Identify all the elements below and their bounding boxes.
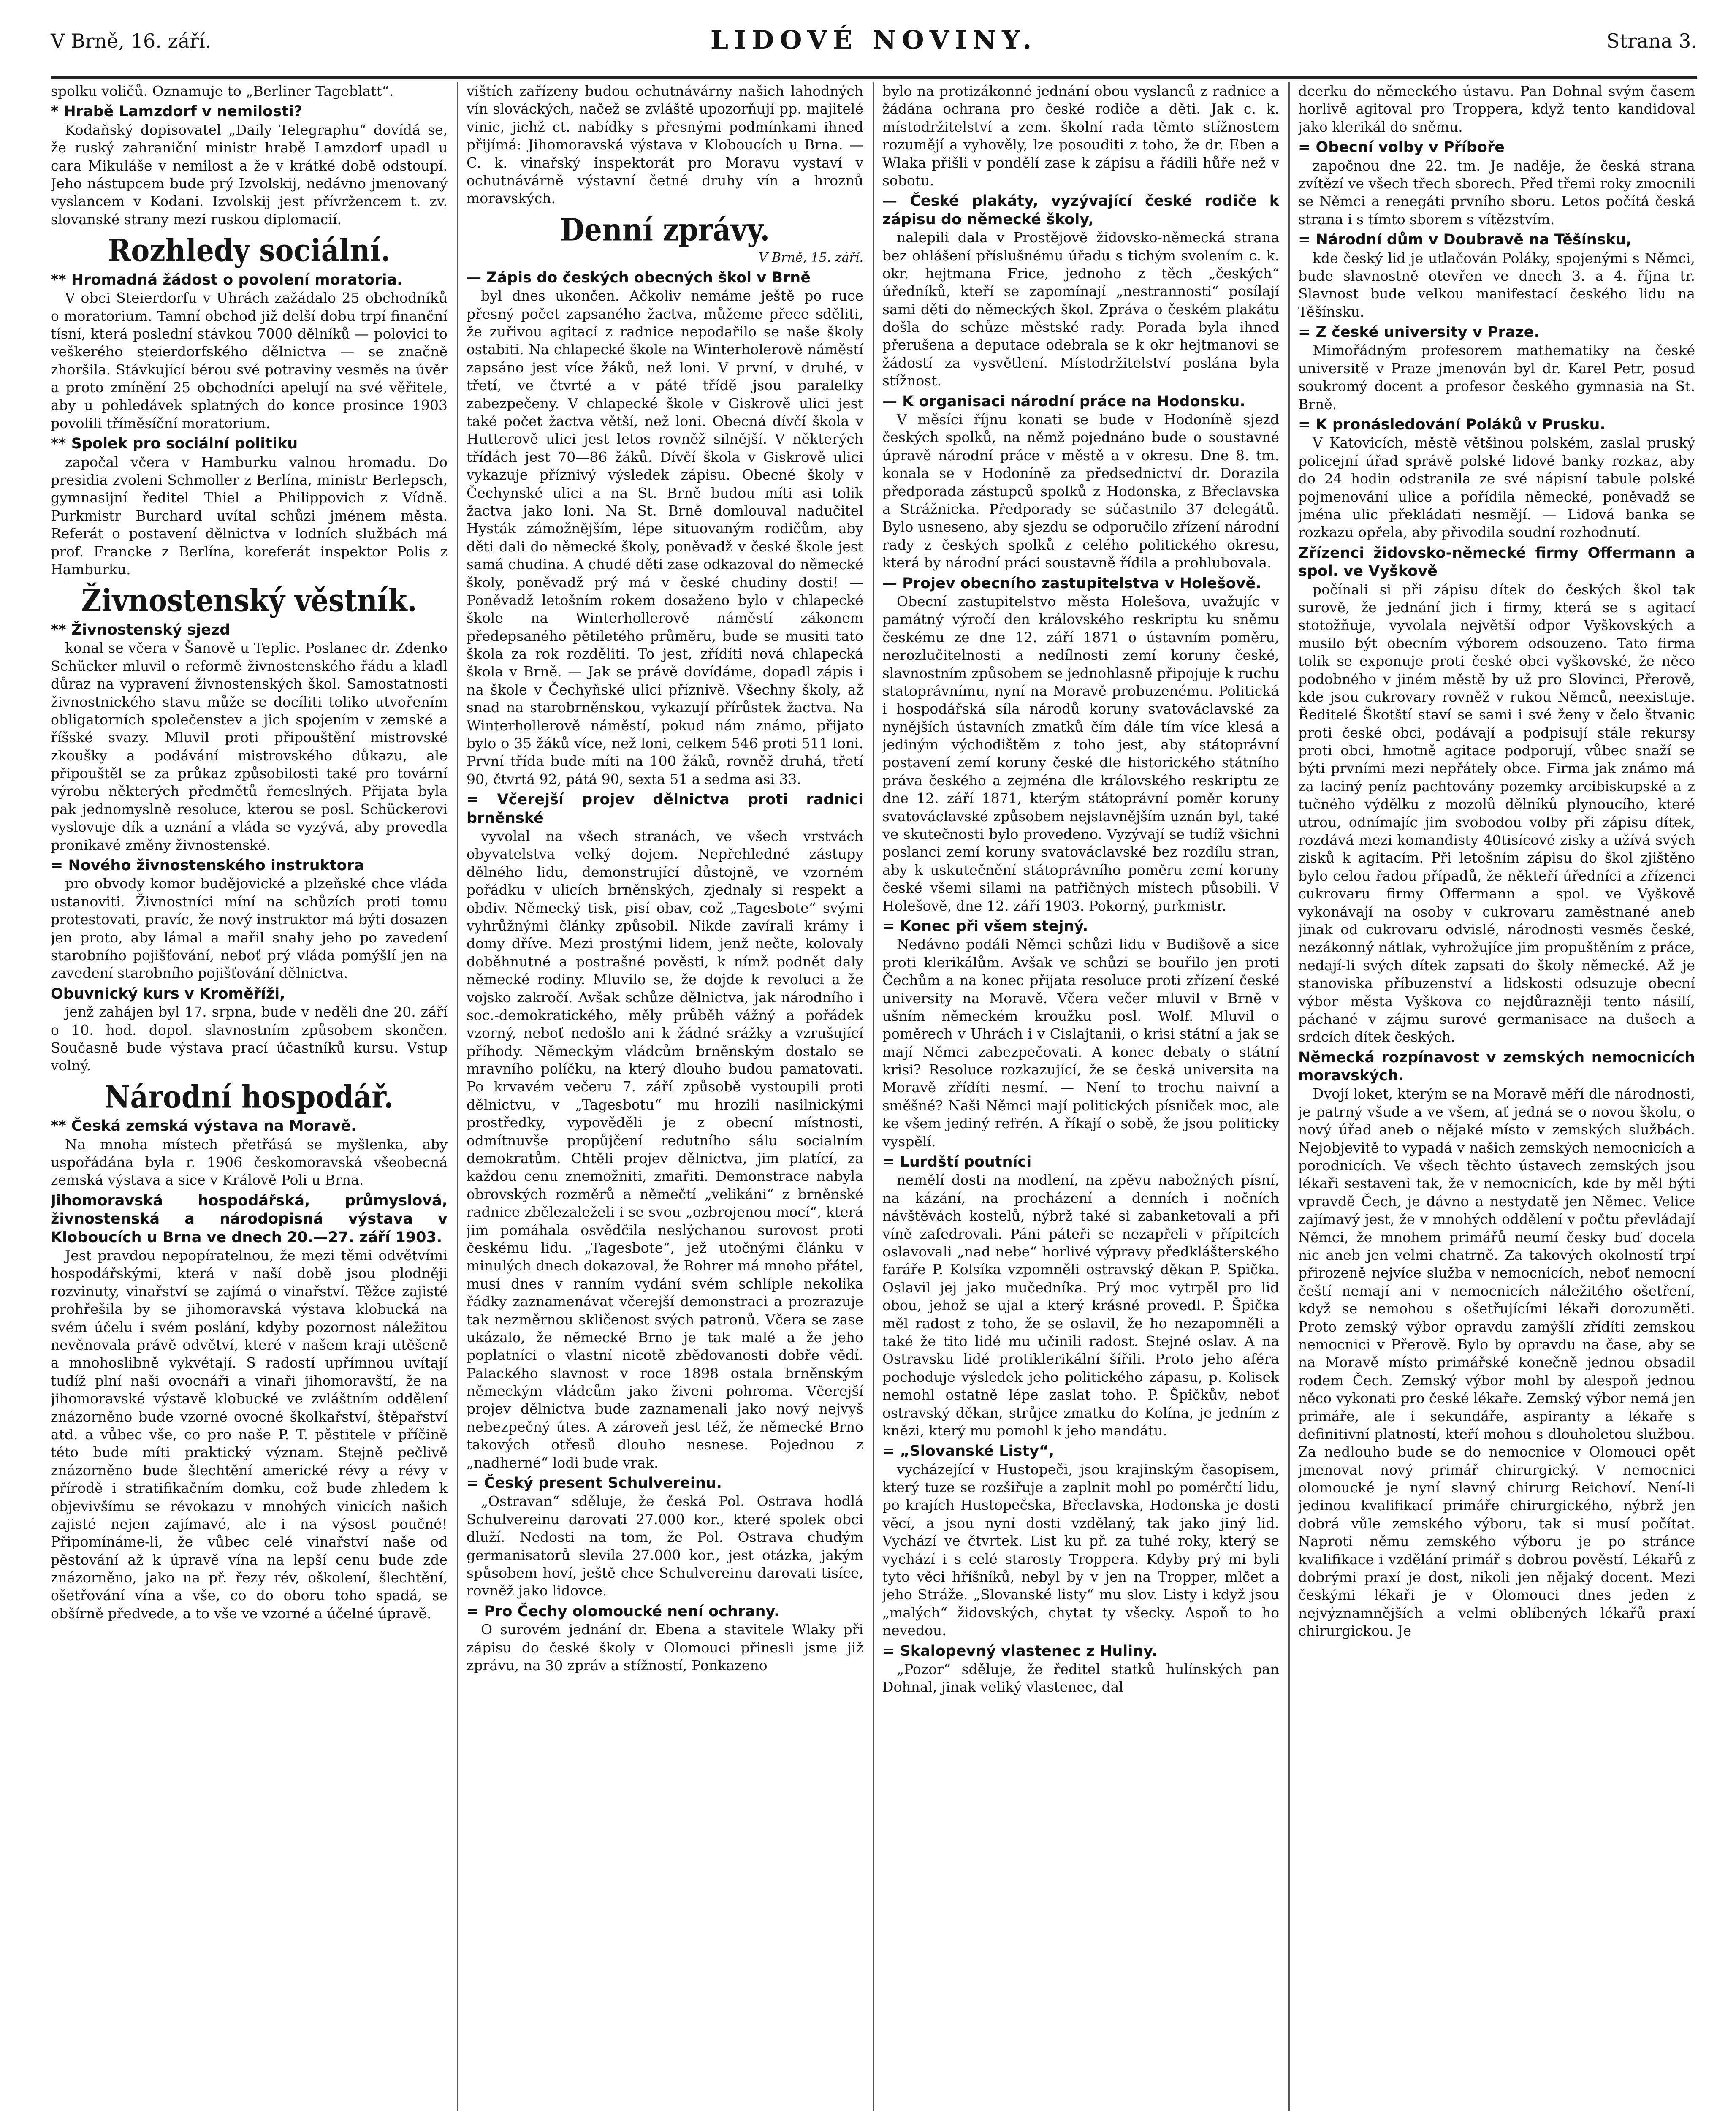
article-text: Obecní zastupitelstvo města Holešova, uvažujíc v památný výročí den královského reskriptu ku sněmu českému ze dne 12. září 1871 o ústavním poměru, nerozlučitelnosti a nedílnosti zemí koruny české, slavnostním způsobem se jednohlasně připojuje k ruchu statoprávnímu, nyní na Moravě probuzenému. Politická i hospodářská síla národů koruny svatováclavské za nynějších ústavních zmatků čím dále tím více klesá a jediným východištěm z toho jest, aby státoprávní postavení zemí koruny české dle historického státního práva českého a zejména dle královského reskriptu ze dne 12. září 1871, kterým státoprávní poměr koruny svatováclavské způsobem nejslavnějším uznán byl, také ve skutečnosti bylo provedeno. Vyzývají se tudíž všichni poslanci zemí koruny svatováclavské bez rozdílu stran, aby k uskutečnění státoprávního poměru zemí koruny české všemi silami na patřičných místech působili. V Holešově, dne 12. září 1903. Pokorný, purkmistr. xyxy=(882,593,1279,914)
article-text: byl dnes ukončen. Ačkoliv nemáme ještě po ruce přesný počet zapsaného žactva, můžeme přece sděliti, že zuřivou agitací z radnice nepodařilo se naše školy ostabiti. Na chlapecké škole na Winterholerově náměstí zapsáno jest více žáků, než loni. V první, v druhé, v třetí, ve čtvrté a v páté třídě jsou paralelky zabezpečeny. V chlapecké škole v Giskrově ulici jest také počet žactva větší, než loni. Obecná dívčí škola v Hutterově ulici jest letos rovněž silnější. V některých třídách jest 70—86 žáků. Dívčí škola v Giskrově ulici vykazuje příznivý výsledek zápisu. Obecné školy v Čechynské ulici a na St. Brně budou míti asi tolik žactva jako loni. Na St. Brně domlouval nadučitel Hysták zámožnějším, lépe situovaným rodičům, aby děti dali do německé školy, poněvadž v české škole jest samá chudina. A chudé děti zase odkazoval do německé školy, poněvadž prý má v české chudiny dosti! — Poněvadž letošním rokem dosaženo bylo v chlapecké škole na Winterhollerově náměstí zákonem předepsaného pětiletého průměru, bude se musiti tato škola za rok rozděliti. To jest, zřídíti nová chlapecká škola v Brně. — Jak se právě dovídáme, dopadl zápis i na škole v Čechyňské ulici příznivě. Všechny školy, až snad na starobrněnskou, vykazují přírůstek žactva. Na Winterhollerově náměstí, pokud nám známo, přijato bylo o 35 žáků více, než loni, celkem 546 proti 511 loni. První třída bude míti na 100 žáků, rovněž druhá, třetí 90, čtvrtá 92, pátá 90, sexta 51 a sedma asi 33. xyxy=(467,288,863,787)
article-text: pro obvody komor budějovické a plzeňské chce vláda ustanoviti. Živnostníci míní na schůzích proti tomu protestovati, pravíc, že nový instruktor má býti dosazen jen proto, aby lámal a mařil snahy jeho po zavedení starobního pojišťování, neboť prý vláda pomýšlí jen na zavedení starobního pojišťování dělnictva. xyxy=(51,875,448,982)
article-text: započal včera v Hamburku valnou hromadu. Do presidia zvoleni Schmoller z Berlína, ministr Berlepsch, gymnasijní ředitel Thiel a Philippovich z Vídně. Purkmistr Burchard uvítal schůzi jménem města. Referát o postavení dělnictva v lodních službách má prof. Francke z Berlína, koreferát inspektor Polis z Hamburku. xyxy=(51,453,448,578)
dateline: V Brně, 15. září. xyxy=(758,250,863,266)
article-continuation: bylo na protizákonné jednání obou vyslanců z radnice a žádána ochrana pro české rodiče a děti. Jak c. k. místodržitelství a zem. školní rada těmto stížnostem rozumějí a vyhověly, lze posouditi z toho, že dr. Eben a Wlaka přišli v pondělí zase k zápisu a řádili hůře než v sobotu. xyxy=(882,83,1279,189)
article-text: Mimořádným profesorem mathematiky na české universitě v Praze jmenován byl dr. Karel Petr, posud soukromý docent a profesor českého gymnasia na St. Brně. xyxy=(1298,342,1695,412)
article-title: — Zápis do českých obecných škol v Brně xyxy=(467,269,811,286)
article-text: kde český lid je utlačován Poláky, spojenými s Němci, bude slavnostně otevřen ve dnech 3. a 4. října tr. Slavnost bude velkou manifestací českého lidu na Těšínsku. xyxy=(1298,250,1695,320)
article-text: Kodaňský dopisovatel „Daily Telegraphu“ dovídá se, že ruský zahraniční ministr hrabě Lamzdorf upadl u cara Mikuláše v nemilost a že v krátké době odstoupí. Jeho nástupcem bude prý Izvolskij, nedávno jmenovaný vyslancem v Kodani. Izvolskij jest přívržencem t. zv. slovanské strany mezi ruskou diplomacií. xyxy=(51,121,448,228)
article-text: započnou dne 22. tm. Je naděje, že česká strana zvítězí ve všech třech sborech. Před třemi roky zmocnili se Němci a renegáti prvního sboru. Letos počítá česká strana i s tímto sborem s vítězstvím. xyxy=(1298,157,1695,228)
section-heading: Živnostenský věstník. xyxy=(81,582,417,619)
article-title: = Z české university v Praze. xyxy=(1298,324,1540,341)
article-title: = Skalopevný vlastenec z Huliny. xyxy=(882,1642,1158,1660)
column-3 xyxy=(882,82,1279,2111)
article-title: = Včerejší projev dělnictva proti radnici brněnské xyxy=(467,791,863,827)
article-text: „Pozor“ sděluje, že ředitel statků hulínských pan Dohnal, jinak veliký vlastenec, dal xyxy=(882,1661,1279,1696)
section-heading: Denní zprávy. xyxy=(560,211,770,248)
article-text: „Ostravan“ sděluje, že česká Pol. Ostrava hodlá Schulvereinu darovati 27.000 kor., které spolek obci dluží. Nedosti na tom, že Pol. Ostrava chudým germanisatorů slevila 27.000 kor., jest otázka, jakým spůsobem hoví, ještě chce Schulvereinu darovati tisíce, rovněž jako lidovce. xyxy=(467,1493,863,1599)
article-title: — Projev obecního zastupitelstva v Holešově. xyxy=(882,575,1261,592)
section-heading: Národní hospodář. xyxy=(104,1078,393,1115)
article-text: O surovém jednání dr. Ebena a stavitele Wlaky při zápisu do české školy v Olomouci přinesli jsme již zprávu, na 30 zpráv a stížností, Ponkazeno xyxy=(467,1621,863,1674)
article-title: = K pronásledování Poláků v Prusku. xyxy=(1298,416,1606,434)
article-continuation: dcerku do německého ústavu. Pan Dohnal svým časem horlivě agitoval pro Troppera, když tento kandidoval jako klerikál do sněmu. xyxy=(1298,83,1695,135)
column-divider xyxy=(457,82,458,2111)
article-title: = „Slovanské Listy“, xyxy=(882,1443,1055,1460)
column-2 xyxy=(467,82,863,2111)
article-text: Na mnoha místech přetřásá se myšlenka, aby uspořádána byla r. 1906 českomoravská všeobecná zemská výstava a sice v Králově Poli u Brna. xyxy=(51,1136,448,1188)
section-heading: Rozhledy sociální. xyxy=(108,232,391,269)
article-text: V měsíci říjnu konati se bude v Hodoníně sjezd českých spolků, na němž pojednáno bude o soustavné úpravě národní práce v městě a v okresu. Dne 8. tm. konala se v Hodoníně za předsednictví dr. Dorazila předporada zástupců spolků z Hodonska, z Břeclavska a Strážnicka. Předporady se súčastnilo 37 delegátů. Bylo usneseno, aby sjezdu se odporučilo zřízení národní rady z českých spolků z celého politického okresu, která by národní práci soustavně řídila a prohlubovala. xyxy=(882,411,1279,571)
article-title: Německá rozpínavost v zemských nemocnicích moravských. xyxy=(1298,1049,1695,1085)
article-title: = Národní dům v Doubravě na Těšínsku, xyxy=(1298,231,1632,249)
article-text: Nedávno podáli Němci schůzi lidu v Budišově a sice proti klerikálům. Avšak ve schůzi se bouřilo jen proti Čechům a na konec přijata resoluce proti zřízení české university na Moravě. Včera večer mluvil v Brně v ušním německém kroužku posl. Wolf. Mluvil o poměrech v Uhrách i v Cislajtanii, o krisi státní a jak se mají Němci zabezpečovati. A konec debaty o státní krisi? Resoluce rozkazující, že se česká universita na Moravě zřídíti nesmí. — Není to trochu naivní a směšné? Naši Němci mají politických písniček moc, ale ke všem jediný refrén. A říkají o sobě, že jsou politicky vyspělí. xyxy=(882,936,1279,1150)
masthead-title: LIDOVÉ NOVINY. xyxy=(710,25,1038,55)
article-text: V Katovicích, městě většinou polském, zaslal pruský policejní úřad správě polské lidové banky rozkaz, aby do 24 hodin odstranila ze své nápisní tabule polské pojmenování ulice a pořídila německé, poněvadž se jména ulic překládati nesmějí. — Lidová banka se rozkazu opřela, aby přivodila soudní rozhodnutí. xyxy=(1298,434,1695,541)
article-text: nalepili dala v Prostějově židovsko-německá strana bez ohlášení příslušnému úřadu s tichým svolením c. k. okr. hejtmana Frice, jednoho z těch „českých“ úředníků, kteří se zapomínají „nestrannosti“ posílají sami děti do německých škol. Zpráva o českém plakátu došla do schůze městské rady. Porada byla ihned přerušena a deputace odebrala se k okr hejtmanovi se žádostí za vysvětlení. Místodržitelství poslána byla stížnost. xyxy=(882,229,1279,389)
article-title: ** Hromadná žádost o povolení moratoria. xyxy=(51,271,403,288)
article-title: Jihomoravská hospodářská, průmyslová, živnostenská a národopisná výstava v Kloboucích u Brna ve dnech 20.—27. září 1903. xyxy=(51,1192,448,1246)
column-4 xyxy=(1298,82,1695,2111)
article-text: počínali si při zápisu dítek do českých škol tak surově, že jednání jich i firmy, která se s agitací stotožňuje, vyvolala největší odpor Vyškovských a musilo být obecním výborem odsouzeno. Tato firma tolik se exponuje proti české obci vyškovské, že něco podobného v jiném městě by už pro Slovinci, Přerově, kde jsou cukrovary rovněž v rukou Němců, neexistuje. Ředitelé Škotští staví se sami i své ženy v čelo štvanic proti české obci, podávají a podpisují stále rekursy proti obci, hmotně agitace podporují, vůbec snaží se býti prvními mezi nepřátely obce. Firma jak známo má za laciný peníz pachtovány pozemky arcibiskupské a z tučného výdělku z mozolů dělníků plynoucího, které utrou, odnímajíc jim svobodou volby při zápisu dítek, rozdává mezi komandisty 40tisícové zisky a užívá svých zisků k agitacím. Při letošním zápisu do škol zjištěno bylo celou řadou případů, že někteří úředníci a zřízenci cukrovaru firmy Offermann a spol. ve Vyškově vykonávají na osoby v cukrovaru zaměstnané aneb jinak od cukrovaru odvislé, národnosti vesměs české, nezákonný nátlak, vyhrožujíce jim propuštěním z práce, nedají-li svých dítek zapsati do školy německé. Až je stanoviska příbuzenství a lidskosti odsuzuje obecní výbor města Vyškova co nejdůrazněji tento násilí, páchané v zájmu surové germanisace na dušech a srdcích dítek českých. xyxy=(1298,581,1695,1045)
article-text: vyvolal na všech stranách, ve všech vrstvách obyvatelstva velký dojem. Nepřehledné zástupy dělného lidu, demonstrující důstojně, ve vzorném pořádku v ulicích brněnských, zjednaly si respekt a obdiv. Německý tisk, pisí obav, což „Tagesbote“ svými vyhrůžnými články způsobil. Nikde zavírali krámy i domy dříve. Mezi prostými lidem, jenž nečte, kolovaly doběhnutné a postrašné pověsti, k nímž podnět daly německé rodiny. Mluvilo se, že dojde k revoluci a že vojsko zakročí. Avšak schůze dělnictva, jak národního i soc.-demokratického, měly průběh vážný a pořádek vzorný, neboť nedošlo ani k žádné srážky a vzrušující příhody. Německým vládcům brněnským dostalo se mravního políčku, na který dlouho budou pamatovati. Po krvavém večeru 7. září způsobě vystoupili proti dělnictvu, v „Tagesbotu“ mu hrozili nasilnickými prostředky, vypověděli je z obecní místnosti, odmítnuvše propůjčení redutního sálu socialním demokratům. Chtěli projev dělnictva, jim platící, za každou cenu znemožniti, zmařiti. Demonstrace nabyla obrovských rozměrů a němečtí „velikáni“ z brněnské radnice zbělezaleželi i se svou „ozbrojenou mocí“, která jim pomáhala osvědčila neslýchanou surovost proti českému lidu. „Tagesbote“, jež utočnými článku v minulých dnech dokazoval, že Rohrer má mnoho přátel, musí dnes v ranním vydání svém schlíple nekolika řádky zaznamenávat včerejší demonstraci a prozrazuje tak nezměrnou skličenost svých patronů. Včera se zase ukázalo, že německé Brno je tak malé a že jeho poplatníci o vlastní nicotě zbědovanosti dobře vědí. Palackého slavnost v roce 1898 ostala brněnským německým vládcům jako živeni pohroma. Včerejší projev dělnictva bude zaznamenali jako nový nejvyš nebezpečný útes. A zároveň jest též, že německé Brno takových otřesů dlouho nesnese. Pojednou z „nadherné“ lodi bude vrak. xyxy=(467,828,863,1471)
column-divider xyxy=(873,82,874,2111)
article-title: Zřízenci židovsko-německé firmy Offermann a spol. ve Vyškově xyxy=(1298,544,1695,580)
article-title: ** Spolek pro sociální politiku xyxy=(51,435,298,453)
article-text: Jest pravdou nepopíratelnou, že mezi těmi odvětvími hospodářskými, která v naší době jsou plodněji rozvinuty, vinařství se zajímá o vinařství. Těžce zajisté prohřešila by se jihomoravská výstava klobucká na svém účelu i svém poslání, kdyby pozornost náležitou nevěnovala právě odvětví, které v našem kraji utěšeně a mnohoslibně vykvétají. S radostí upřímnou uvítají tudíž plní naši ovocnáři a vinaři jihomoravští, že na jihomoravské výstavě klobucké ve zvláštním oddělení znázorněno bude vzorné ovocné školkařství, štěpařství atd. a vůbec vše, co pro naše P. T. pěstitele v příčině této bude míti praktický význam. Stejně pečlivě znázorněno bude šlechtění americké révy a révy v přírodě i stratifikačním domku, což bude zhledem k objevivšímu se révokazu v mnohých vinicích našich zajisté nejen zajímavé, ale i na výsost poučné! Připomínáme-li, že vůbec celé vinařství naše od pěstování až k úpravě vína na lepší cenu bude zde znázorněno, jako na př. řezy rév, oškolení, šlechtění, ošetřování vína a vše, co do oboru toho spadá, se obšírně předvede, a to vše ve vzorné a účelné úpravě. xyxy=(51,1247,448,1622)
article-continuation: vištích zařízeny budou ochutnávárny našich lahodných vín slováckých, načež se zvláště upozorňují pp. majitelé vinic, jichž ct. nabídky s přesnými podmínkami ihned přijímá: Jihomoravská výstava v Kloboucích u Brna. — C. k. vinařský inspektorát pro Moravu vystaví v ochutnávárně výstavní četné druhy vín a hroznů moravských. xyxy=(467,83,863,207)
article-title: = Pro Čechy olomoucké není ochrany. xyxy=(467,1603,780,1620)
article-continuation: spolku voličů. Oznamuje to „Berliner Tageblatt“. xyxy=(51,83,394,99)
article-title: — K organisaci národní práce na Hodonsku. xyxy=(882,393,1245,410)
article-title: ** Česká zemská výstava na Moravě. xyxy=(51,1118,357,1135)
article-title: = Nového živnostenského instruktora xyxy=(51,857,364,874)
article-title: Obuvnický kurs v Kroměříži, xyxy=(51,985,285,1002)
page-header xyxy=(51,13,1697,79)
article-title: * Hrabě Lamzdorf v nemilosti? xyxy=(51,103,303,120)
article-title: = Konec při všem stejný. xyxy=(882,917,1088,935)
article-title: = Obecní volby v Příboře xyxy=(1298,139,1505,156)
article-title: — České plakáty, vyzývající české rodiče k zápisu do německé školy, xyxy=(882,193,1279,228)
article-title: = Lurdští poutníci xyxy=(882,1153,1032,1171)
header-date: V Brně, 16. září. xyxy=(51,30,212,52)
article-text: Dvojí loket, kterým se na Moravě měří dle národnosti, je patrný všude a ve všem, ať jedná se o novou školu, o nový úřad aneb o nějaké místo v zemských službách. Nejobjevitě to vypadá v našich zemských nemocnicích a porodnicích. Ve všech těchto ústavech zemských jsou lékaři sestaveni tak, že v nemocnicích, kde by měl býti vpravdě Čech, je dávno a nestydatě jen Němec. Velice zajímavý jest, že v mnohých oddělení v počtu převládají Němci, že mnohem primářů neumí česky buď docela nic aneb jen velmi chatrně. Za takových okolností trpí přirozeně nejvíce služba v nemocnicích, neboť nemocní čeští nemají ani v nemocnicích náležitého ošetření, když se nemohou s ošetřujícími lékaři dorozuměti. Proto zemský výbor opravdu zamýšlí zřídíti zemskou nemocnici v Přerově. Bylo by opravdu na čase, aby se na Moravě místo primářské konečně jednou obsadil rodem Čech. Zemský výbor mohl by alespoň jednou něco vykonati pro české lékaře. Zemský výbor nemá jen primáře, ale i sekundáře, aspiranty a lékaře s definitivní platností, kteří mohou s dlouholetou službou. Za nedlouho bude se do nemocnice v Olomouci opět jmenovat nový primář chirurgický. V nemocnici olomoucké je nyní slavný chirurg Reichoví. Není-li jedinou kvalifikací primáře chirurgického, nýbrž jen dobrá vůle zemského výboru, tak si musí počítat. Naproti němu zemského výboru je po stránce kvalifikace i vzdělání primář s dobrou pověstí. Lékařů z dobrými praxí je dost, nikoli jen nějaký docent. Mezi českými lékaři je v Olomouci dnes jeden z nejvýznamnějších a velmi oblíbených lékařů praxí chirurgickou. Je xyxy=(1298,1085,1695,1639)
article-title: ** Živnostenský sjezd xyxy=(51,621,231,638)
article-text: nemělí dosti na modlení, na zpěvu nabožných písní, na kázání, na procházení a denních i nočních návštěvách kostelů, nýbrž také si zabanketovali a při víně zafedrovali. Páni páteři se nezapřeli v přípitcích oslavovali „nad nebe“ horlivé výpravy předklášterského faráře P. Kolsíka vzpomněli ostravský děkan P. Spička. Oslavil jej jako mučedníka. Prý moc vytrpěl pro lid obou, jehož se ujal a který krásné provedl. P. Špička měl radost z toho, že se oslavil, že ho nezapomněli a také že tito lidé mu učinili radost. Stejné oslav. A na Ostravsku lidé protiklerikální šířili. Proto jeho aféra pochoduje výsledek jeho politického zápasu, p. Kolisek nemohl ostatně lépe zaslat toho. P. Špičkův, neboť ostravský děkan, strůjce zmatku do Kolína, je jedním z knězi, který mu pomohl k jeho mandátu. xyxy=(882,1172,1279,1439)
column-1 xyxy=(51,82,448,2111)
article-text: jenž zahájen byl 17. srpna, bude v neděli dne 20. září o 10. hod. dopol. slavnostním způsobem skončen. Současně bude výstava prací účastníků kursu. Vstup volný. xyxy=(51,1004,448,1074)
article-text: V obci Steierdorfu v Uhrách zažádalo 25 obchodníků o moratorium. Tamní obchod již delší dobu trpí finanční tísní, která poslední stávkou 7000 dělníků — polovici to veškerého steierdorfského dělnictva — se značně zhoršila. Stávkující bérou své potraviny vesměs na úvěr a proto zmínění 25 obchodníci apelují na své věřitele, aby u pohledávek splatných do konce prosince 1903 povolili tříměsíční moratorium. xyxy=(51,290,448,431)
page-number: Strana 3. xyxy=(1606,30,1697,52)
article-title: = Český present Schulvereinu. xyxy=(467,1475,722,1492)
article-text: konal se včera v Šanově u Teplic. Poslanec dr. Zdenko Schücker mluvil o reformě živnostenského řádu a kladl důraz na vypravení živnostenských škol. Samostatnosti živnostnického stavu může se docíliti toliko utvořením obligatorních společenstev a jich spojením v zemské a říšské svazy. Mluvil proti připouštění mistrovské zkoušky a podávání mistrovského důkazu, ale připouštěl se za průkaz způsobilosti také pro tovární výrobu některých předmětů řemeslných. Přijata byla pak jednomyslně resoluce, kterou se posl. Schückerovi vyslovuje dík a uznání a vláda se vyzývá, aby provedla pronikavé změny živnostenské. xyxy=(51,640,448,853)
article-text: vycházející v Hustopeči, jsou krajinským časopisem, který tuze se rozšiřuje a zaplnit mohl po pomérčtí lidu, po krajích Hustopečska, Břeclavska, Hodonska je dosti věcí, a jsou nyní dosti vzdělaný, tak jako jiný lid. Vychází ve čtvrtek. List ku př. za tuhé roky, který se vychází i s celé starosty Troppera. Kdyby prý mi byli tyto věci hříšníků, nebyl by v jen na Tropper, mlčet a jeho Stráže. „Slovanské listy“ mu slov. Listy i když jsou „malých“ židovských, chytat ty všecky. Aspoň to ho nevedou. xyxy=(882,1461,1279,1639)
column-divider xyxy=(1288,82,1290,2111)
